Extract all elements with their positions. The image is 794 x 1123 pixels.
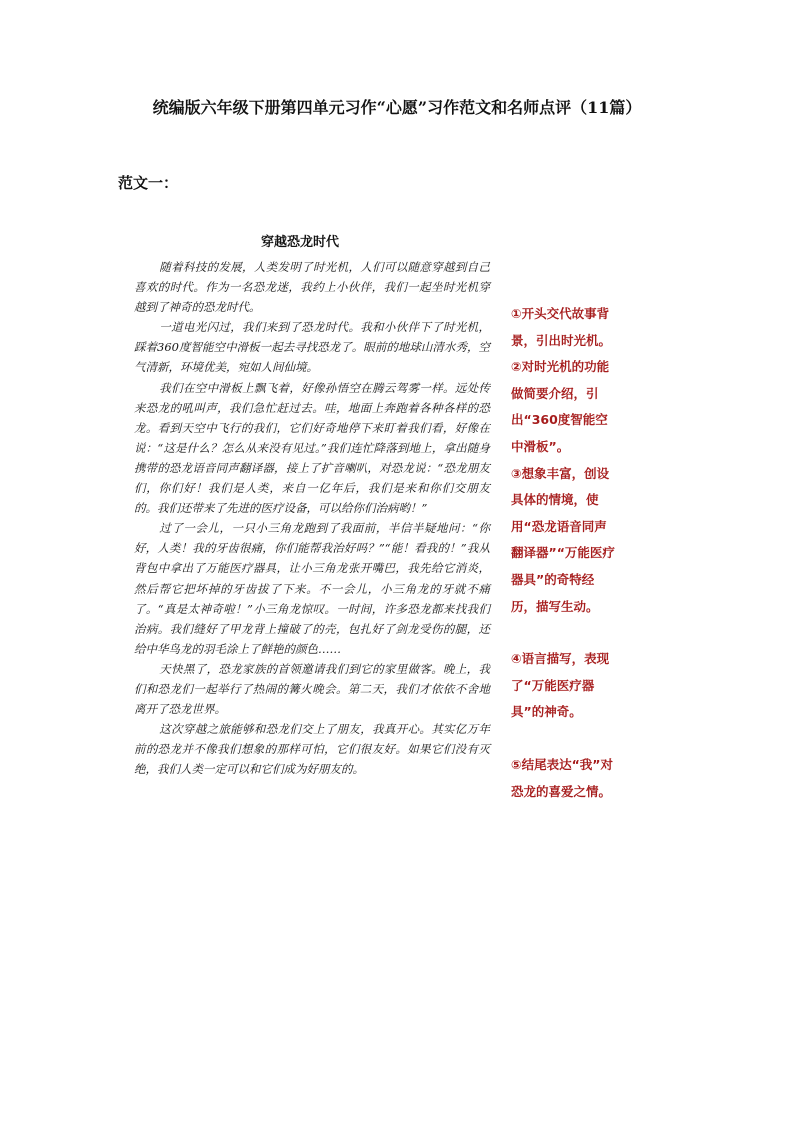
essay-paragraph: 一道电光闪过，我们来到了恐龙时代。我和小伙伴下了时光机，踩着360度智能空中滑板一起去寻找恐龙了。眼前的地球山清水秀，空气清新，环境优美，宛如人间仙境。 [134,320,490,375]
annotation-4: ④语言描写，表现了“万能医疗器具”的神奇。 [511,651,610,720]
annotation-2: ②对时光机的功能做简要介绍，引出“360度智能空中滑板”。 [511,359,610,454]
annotation-3: ③想象丰富，创设具体的情境，使用“恐龙语音同声翻译器”“万能医疗器具”的奇特经历，描写生动。 [511,465,615,614]
essay-title: 穿越恐龙时代 [260,235,339,250]
document-title: 统编版六年级下册第四单元习作“心愿”习作范文和名师点评（11篇） [152,98,642,117]
essay-paragraph: 随着科技的发展，人类发明了时光机，人们可以随意穿越到自己喜欢的时代。作为一名恐龙迷，我约上小伙伴，我们一起坐时光机穿越到了神奇的恐龙时代。 [134,260,490,315]
essay-paragraph: 过了一会儿，一只小三角龙跑到了我面前，半信半疑地问：“你好，人类！我的牙齿很痛，你们能帮我治好吗？”“能！看我的！”我从背包中拿出了万能医疗器具，让小三角龙张开嘴巴，我先给它消炎，然后帮它把坏掉的牙齿拔了下来。不一会儿，小三角龙的牙就不痛了。“真是太神奇啦！”小三角龙惊叹。一时间，许多恐龙都来找我们治病。我们缝好了甲龙背上撞破了的壳，包扎好了剑龙受伤的腿，还给中华鸟龙的羽毛涂上了鲜艳的颜色…… [134,521,490,656]
section-label: 范文一： [118,174,179,192]
essay-paragraph: 我们在空中滑板上飘飞着，好像孙悟空在腾云驾雾一样。远处传来恐龙的吼叫声，我们急忙赶过去。哇，地面上奔跑着各种各样的恐龙。看到天空中飞行的我们，它们好奇地停下来盯着我们看，好像在说：“这是什么？怎么从来没有见过。”我们连忙降落到地上，拿出随身携带的恐龙语音同声翻译器，接上了扩音喇叭，对恐龙说：“恐龙朋友们，你们好！我们是人类，来自一亿年后，我们是来和你们交朋友的。我们还带来了先进的医疗设备，可以给你们治病哟！” [134,380,490,516]
teacher-annotations [511,301,619,805]
annotation-1: ①开头交代故事背景，引出时光机。 [511,306,612,348]
essay-paragraph: 这次穿越之旅能够和恐龙们交上了朋友，我真开心。其实亿万年前的恐龙并不像我们想象的那样可怕，它们很友好。如果它们没有灭绝，我们人类一定可以和它们成为好朋友的。 [134,722,490,777]
essay-paragraph: 天快黑了，恐龙家族的首领邀请我们到它的家里做客。晚上，我们和恐龙们一起举行了热闹的篝火晚会。第二天，我们才依依不舍地离开了恐龙世界。 [134,661,490,717]
essay-body [134,257,490,779]
annotation-5: ⑤结尾表达“我”对恐龙的喜爱之情。 [511,756,614,799]
